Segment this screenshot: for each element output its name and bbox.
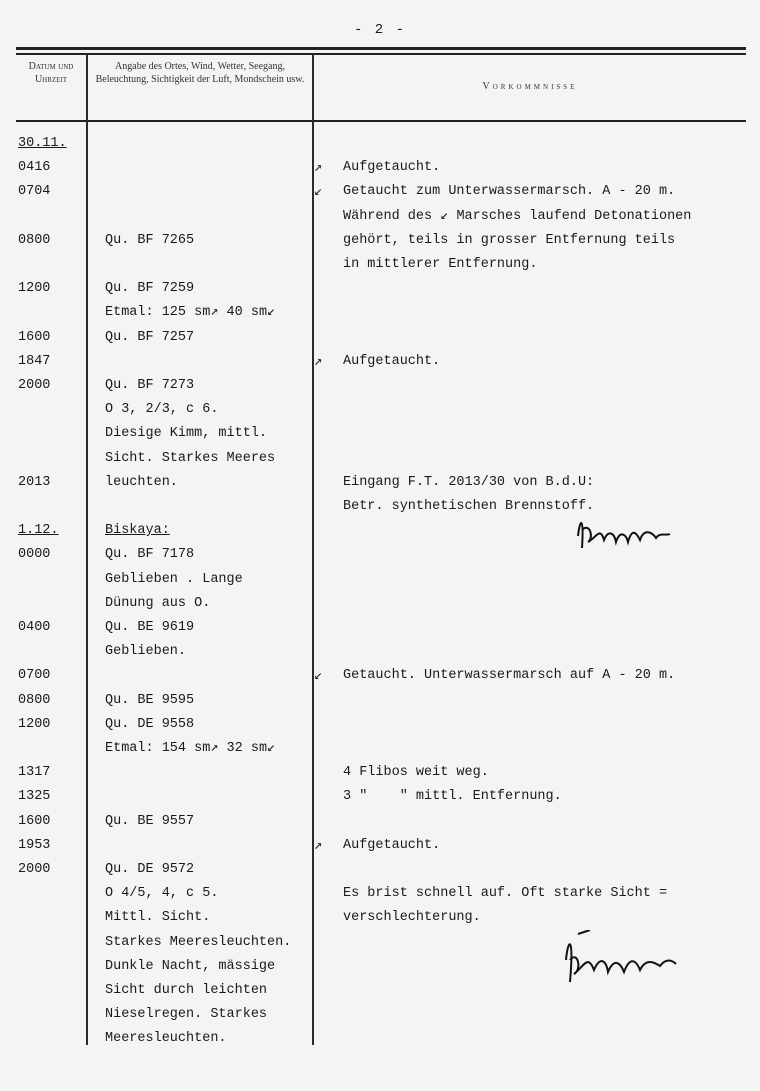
row-place-weather: Meeresleuchten. [105,1031,227,1046]
row-date-time: 0800 [18,693,51,708]
row-event: Betr. synthetischen Brennstoff. [343,499,595,514]
row-event: in mittlerer Entfernung. [343,257,538,272]
row-date-time: 0800 [18,233,51,248]
row-date-time: 1953 [18,838,51,853]
row-event: 3 " " mittl. Entfernung. [343,789,562,804]
row-event: Aufgetaucht. [343,838,441,853]
row-place-weather: Mittl. Sicht. [105,910,211,925]
row-date-time: 30.11. [18,136,67,151]
row-place-weather: Dünung aus O. [105,596,211,611]
row-date-time: 0704 [18,184,51,199]
row-place-weather: Geblieben. [105,644,187,659]
header-events: Vorkommnisse [482,81,578,92]
row-event: gehört, teils in grosser Entfernung teils [343,233,676,248]
row-event: Getaucht zum Unterwassermarsch. A - 20 m. [343,184,676,199]
signature-2 [548,930,688,990]
column-divider-1 [86,55,88,1045]
row-place-weather: O 4/5, 4, c 5. [105,886,219,901]
row-place-weather: Dunkle Nacht, mässige [105,959,276,974]
row-place-weather: Starkes Meeresleuchten. [105,935,292,950]
surface-arrow-icon: ↗ [314,354,323,370]
row-date-time: 2000 [18,862,51,877]
row-date-time: 1200 [18,281,51,296]
row-date-time: 0700 [18,668,51,683]
column-divider-2 [312,55,314,1045]
row-place-weather: Qu. BE 9619 [105,620,195,635]
row-place-weather: leuchten. [105,475,178,490]
row-date-time: 1600 [18,814,51,829]
header-rule-top [16,47,746,50]
row-place-weather: Qu. BE 9557 [105,814,195,829]
row-date-time: 2013 [18,475,51,490]
row-event: Getaucht. Unterwassermarsch auf A - 20 m. [343,668,676,683]
row-event: Eingang F.T. 2013/30 von B.d.U: [343,475,595,490]
row-event: Es brist schnell auf. Oft starke Sicht = [343,886,668,901]
row-event: Aufgetaucht. [343,354,441,369]
surface-arrow-icon: ↗ [314,838,323,854]
row-date-time: 1847 [18,354,51,369]
row-place-weather: Qu. BF 7178 [105,547,195,562]
dive-arrow-icon: ↙ [314,668,323,684]
row-date-time: 1.12. [18,523,59,538]
row-place-weather: Qu. BF 7257 [105,330,195,345]
row-date-time: 1325 [18,789,51,804]
header-rule-top-second [16,53,746,55]
row-place-weather: Qu. BF 7265 [105,233,195,248]
row-event: 4 Flibos weit weg. [343,765,489,780]
row-place-weather: Etmal: 125 sm↗ 40 sm↙ [105,305,276,320]
row-event: verschlechterung. [343,910,481,925]
header-date-time: Datum und Uhrzeit [28,61,74,85]
row-date-time: 0416 [18,160,51,175]
row-place-weather: Geblieben . Lange [105,572,243,587]
row-place-weather: Qu. DE 9558 [105,717,195,732]
row-place-weather: Qu. BF 7273 [105,378,195,393]
row-date-time: 1200 [18,717,51,732]
row-place-weather: Biskaya: [105,523,170,538]
row-date-time: 2000 [18,378,51,393]
row-date-time: 0000 [18,547,51,562]
row-place-weather: O 3, 2/3, c 6. [105,402,219,417]
row-place-weather: Nieselregen. Starkes [105,1007,268,1022]
header-place-weather: Angabe des Ortes, Wind, Wetter, Seegang, Beleuchtung, Sichtigkeit der Luft, Mondschein usw. [95,61,305,85]
row-event: Während des ↙ Marsches laufend Detonationen [343,209,692,224]
surface-arrow-icon: ↗ [314,160,323,176]
row-place-weather: Qu. DE 9572 [105,862,195,877]
dive-arrow-icon: ↙ [314,184,323,200]
row-place-weather: Diesige Kimm, mittl. [105,426,268,441]
row-place-weather: Etmal: 154 sm↗ 32 sm↙ [105,741,276,756]
header-rule-bottom [16,120,746,122]
row-date-time: 1600 [18,330,51,345]
row-place-weather: Sicht. Starkes Meeres [105,451,276,466]
page-number: - 2 - [353,22,406,38]
row-place-weather: Qu. BE 9595 [105,693,195,708]
row-place-weather: Qu. BF 7259 [105,281,195,296]
row-date-time: 0400 [18,620,51,635]
row-date-time: 1317 [18,765,51,780]
signature-1 [570,508,690,558]
row-event: Aufgetaucht. [343,160,441,175]
row-place-weather: Sicht durch leichten [105,983,268,998]
